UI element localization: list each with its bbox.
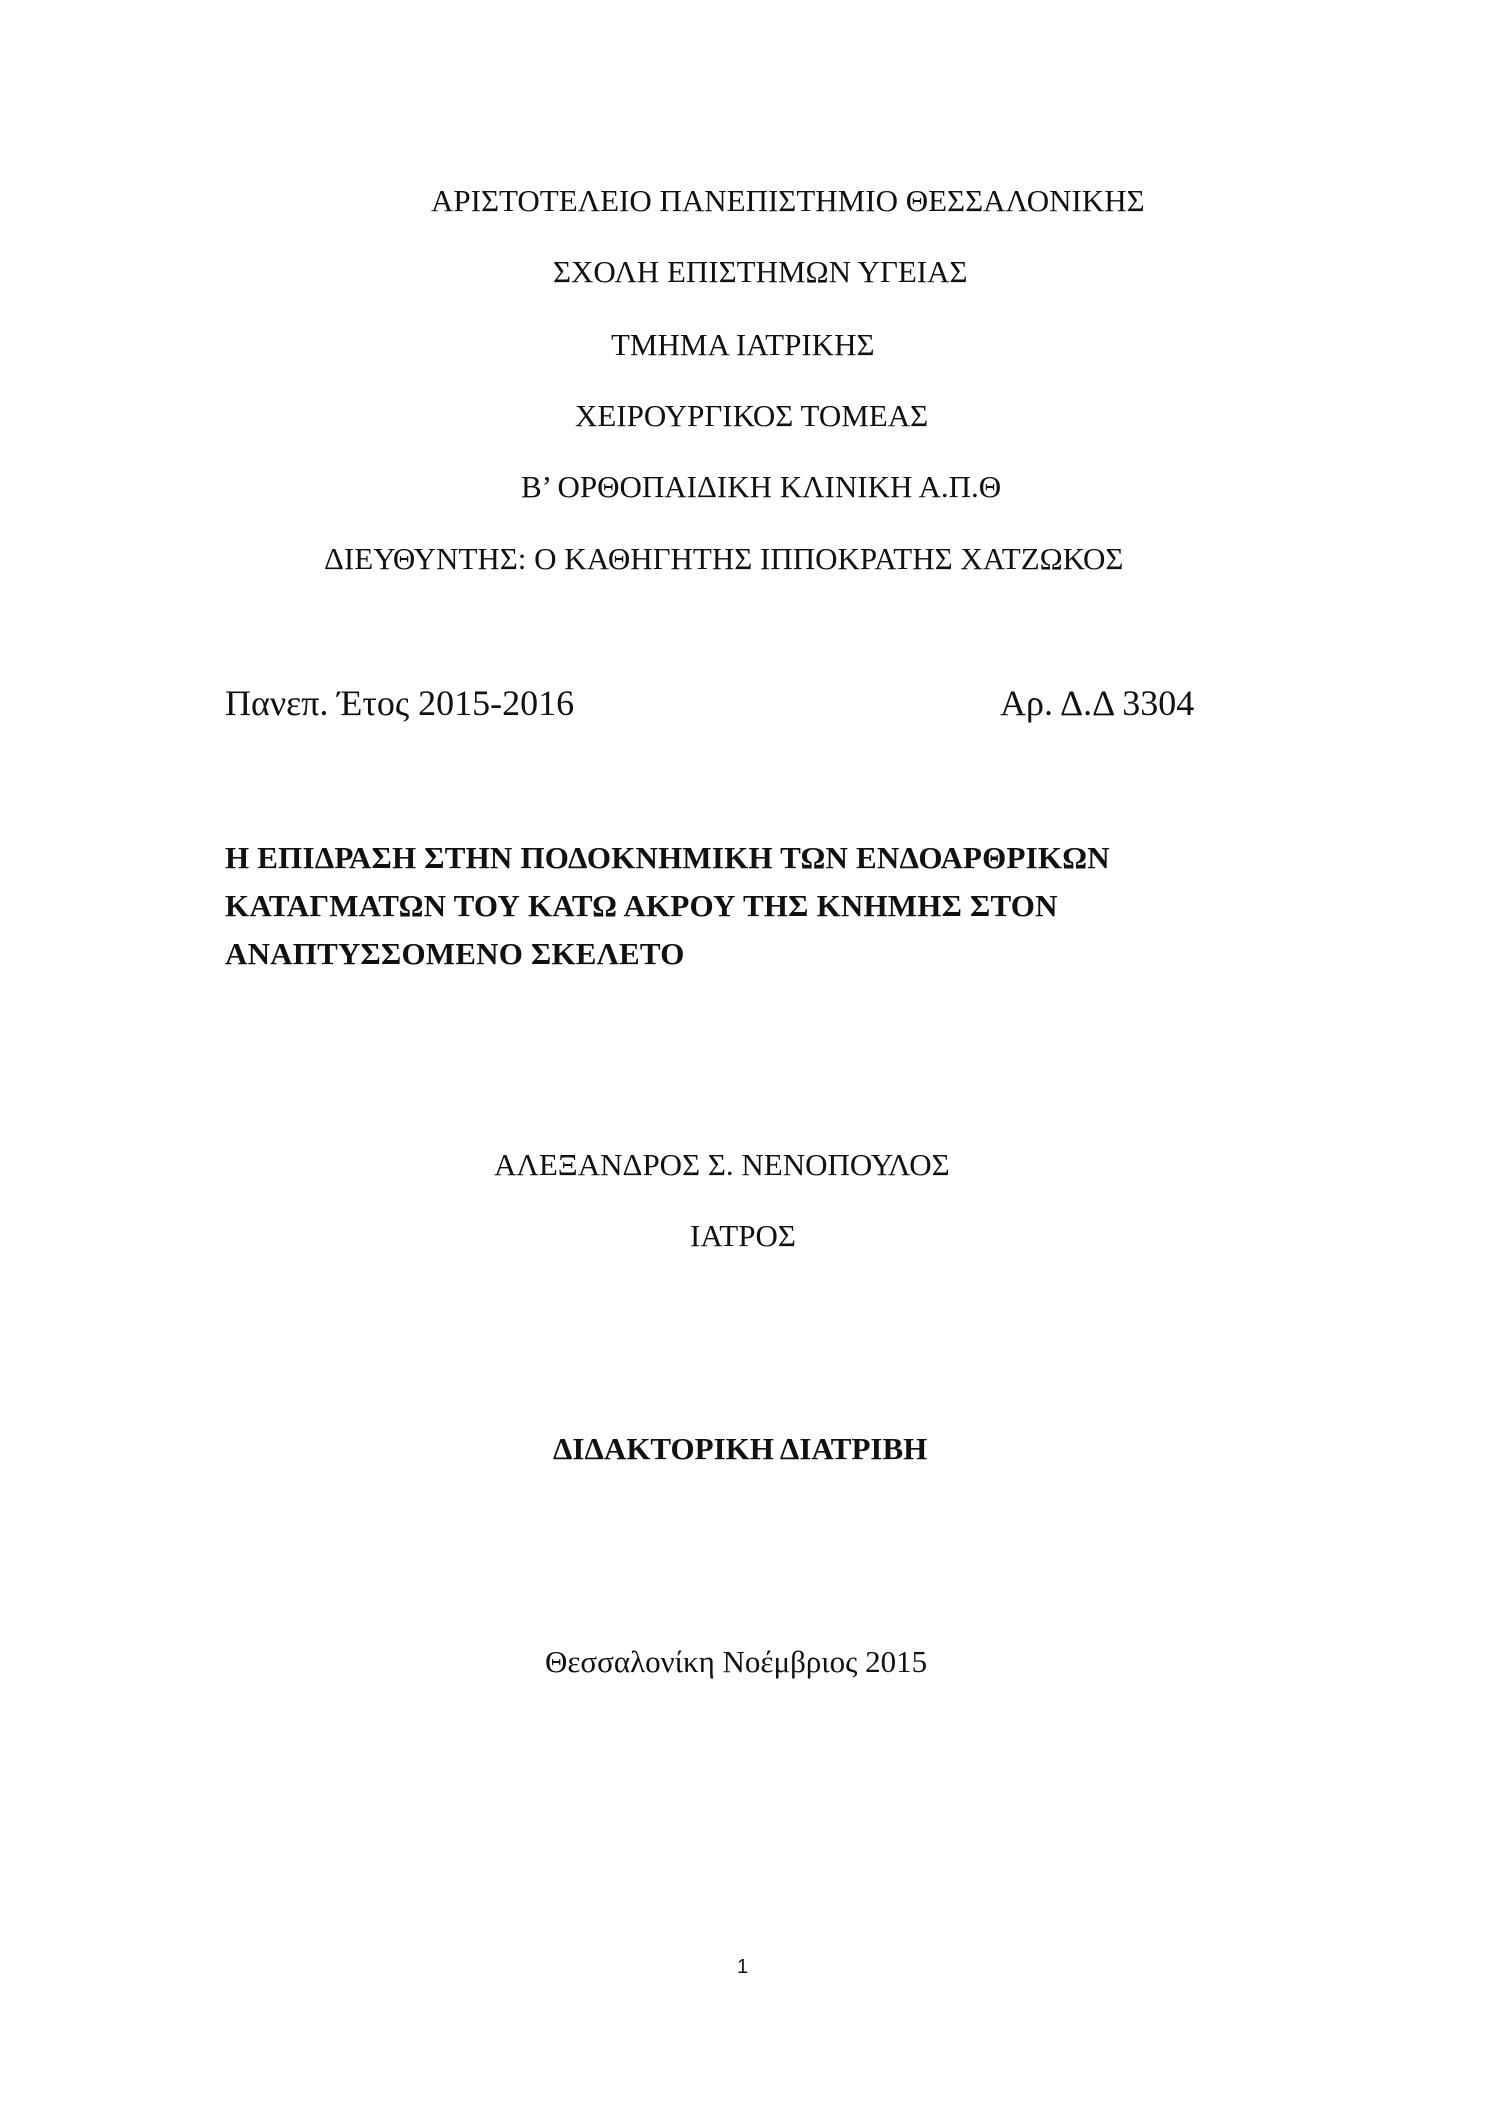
author-name: ΑΛΕΞΑΝΔΡΟΣ Σ. ΝΕΝΟΠΟΥΛΟΣ: [494, 1147, 950, 1182]
academic-year: Πανεπ. Έτος 2015-2016: [225, 683, 575, 723]
page-number: 1: [737, 1956, 749, 1978]
thesis-title-line-2: ΚΑΤΑΓΜΑΤΩΝ ΤΟΥ ΚΑΤΩ ΑΚΡΟΥ ΤΗΣ ΚΝΗΜΗΣ ΣΤΟΝ: [225, 888, 1058, 923]
school-name: ΣΧΟΛΗ ΕΠΙΣΤΗΜΩΝ ΥΓΕΙΑΣ: [553, 254, 968, 289]
thesis-title-line-1: Η ΕΠΙΔΡΑΣΗ ΣΤΗΝ ΠΟΔΟΚΝΗΜΙΚΗ ΤΩΝ ΕΝΔΟΑΡΘΡΙΚΩΝ: [225, 840, 1110, 875]
thesis-title-line-3: ΑΝΑΠΤΥΣΣΟΜΕΝΟ ΣΚΕΛΕΤΟ: [225, 936, 685, 971]
university-name: ΑΡΙΣΤΟΤΕΛΕΙΟ ΠΑΝΕΠΙΣΤΗΜΙΟ ΘΕΣΣΑΛΟΝΙΚΗΣ: [431, 183, 1145, 218]
author-profession: ΙΑΤΡΟΣ: [690, 1218, 796, 1253]
director-line: ΔΙΕΥΘΥΝΤΗΣ: Ο ΚΑΘΗΓΗΤΗΣ ΙΠΠΟΚΡΑΤΗΣ ΧΑΤΖΩΚΟΣ: [324, 541, 1124, 576]
dissertation-number: Αρ. Δ.Δ 3304: [1000, 683, 1195, 723]
document-type: ΔΙΔΑΚΤΟΡΙΚΗ ΔΙΑΤΡΙΒΗ: [553, 1431, 928, 1466]
place-date: Θεσσαλονίκη Νοέμβριος 2015: [545, 1644, 928, 1679]
clinic-name: Β’ ΟΡΘΟΠΑΙΔΙΚΗ ΚΛΙΝΙΚΗ Α.Π.Θ: [521, 469, 1002, 504]
sector-name: ΧΕΙΡΟΥΡΓΙΚΟΣ ΤΟΜΕΑΣ: [575, 398, 929, 433]
department-name: ΤΜΗΜΑ ΙΑΤΡΙΚΗΣ: [611, 327, 875, 362]
